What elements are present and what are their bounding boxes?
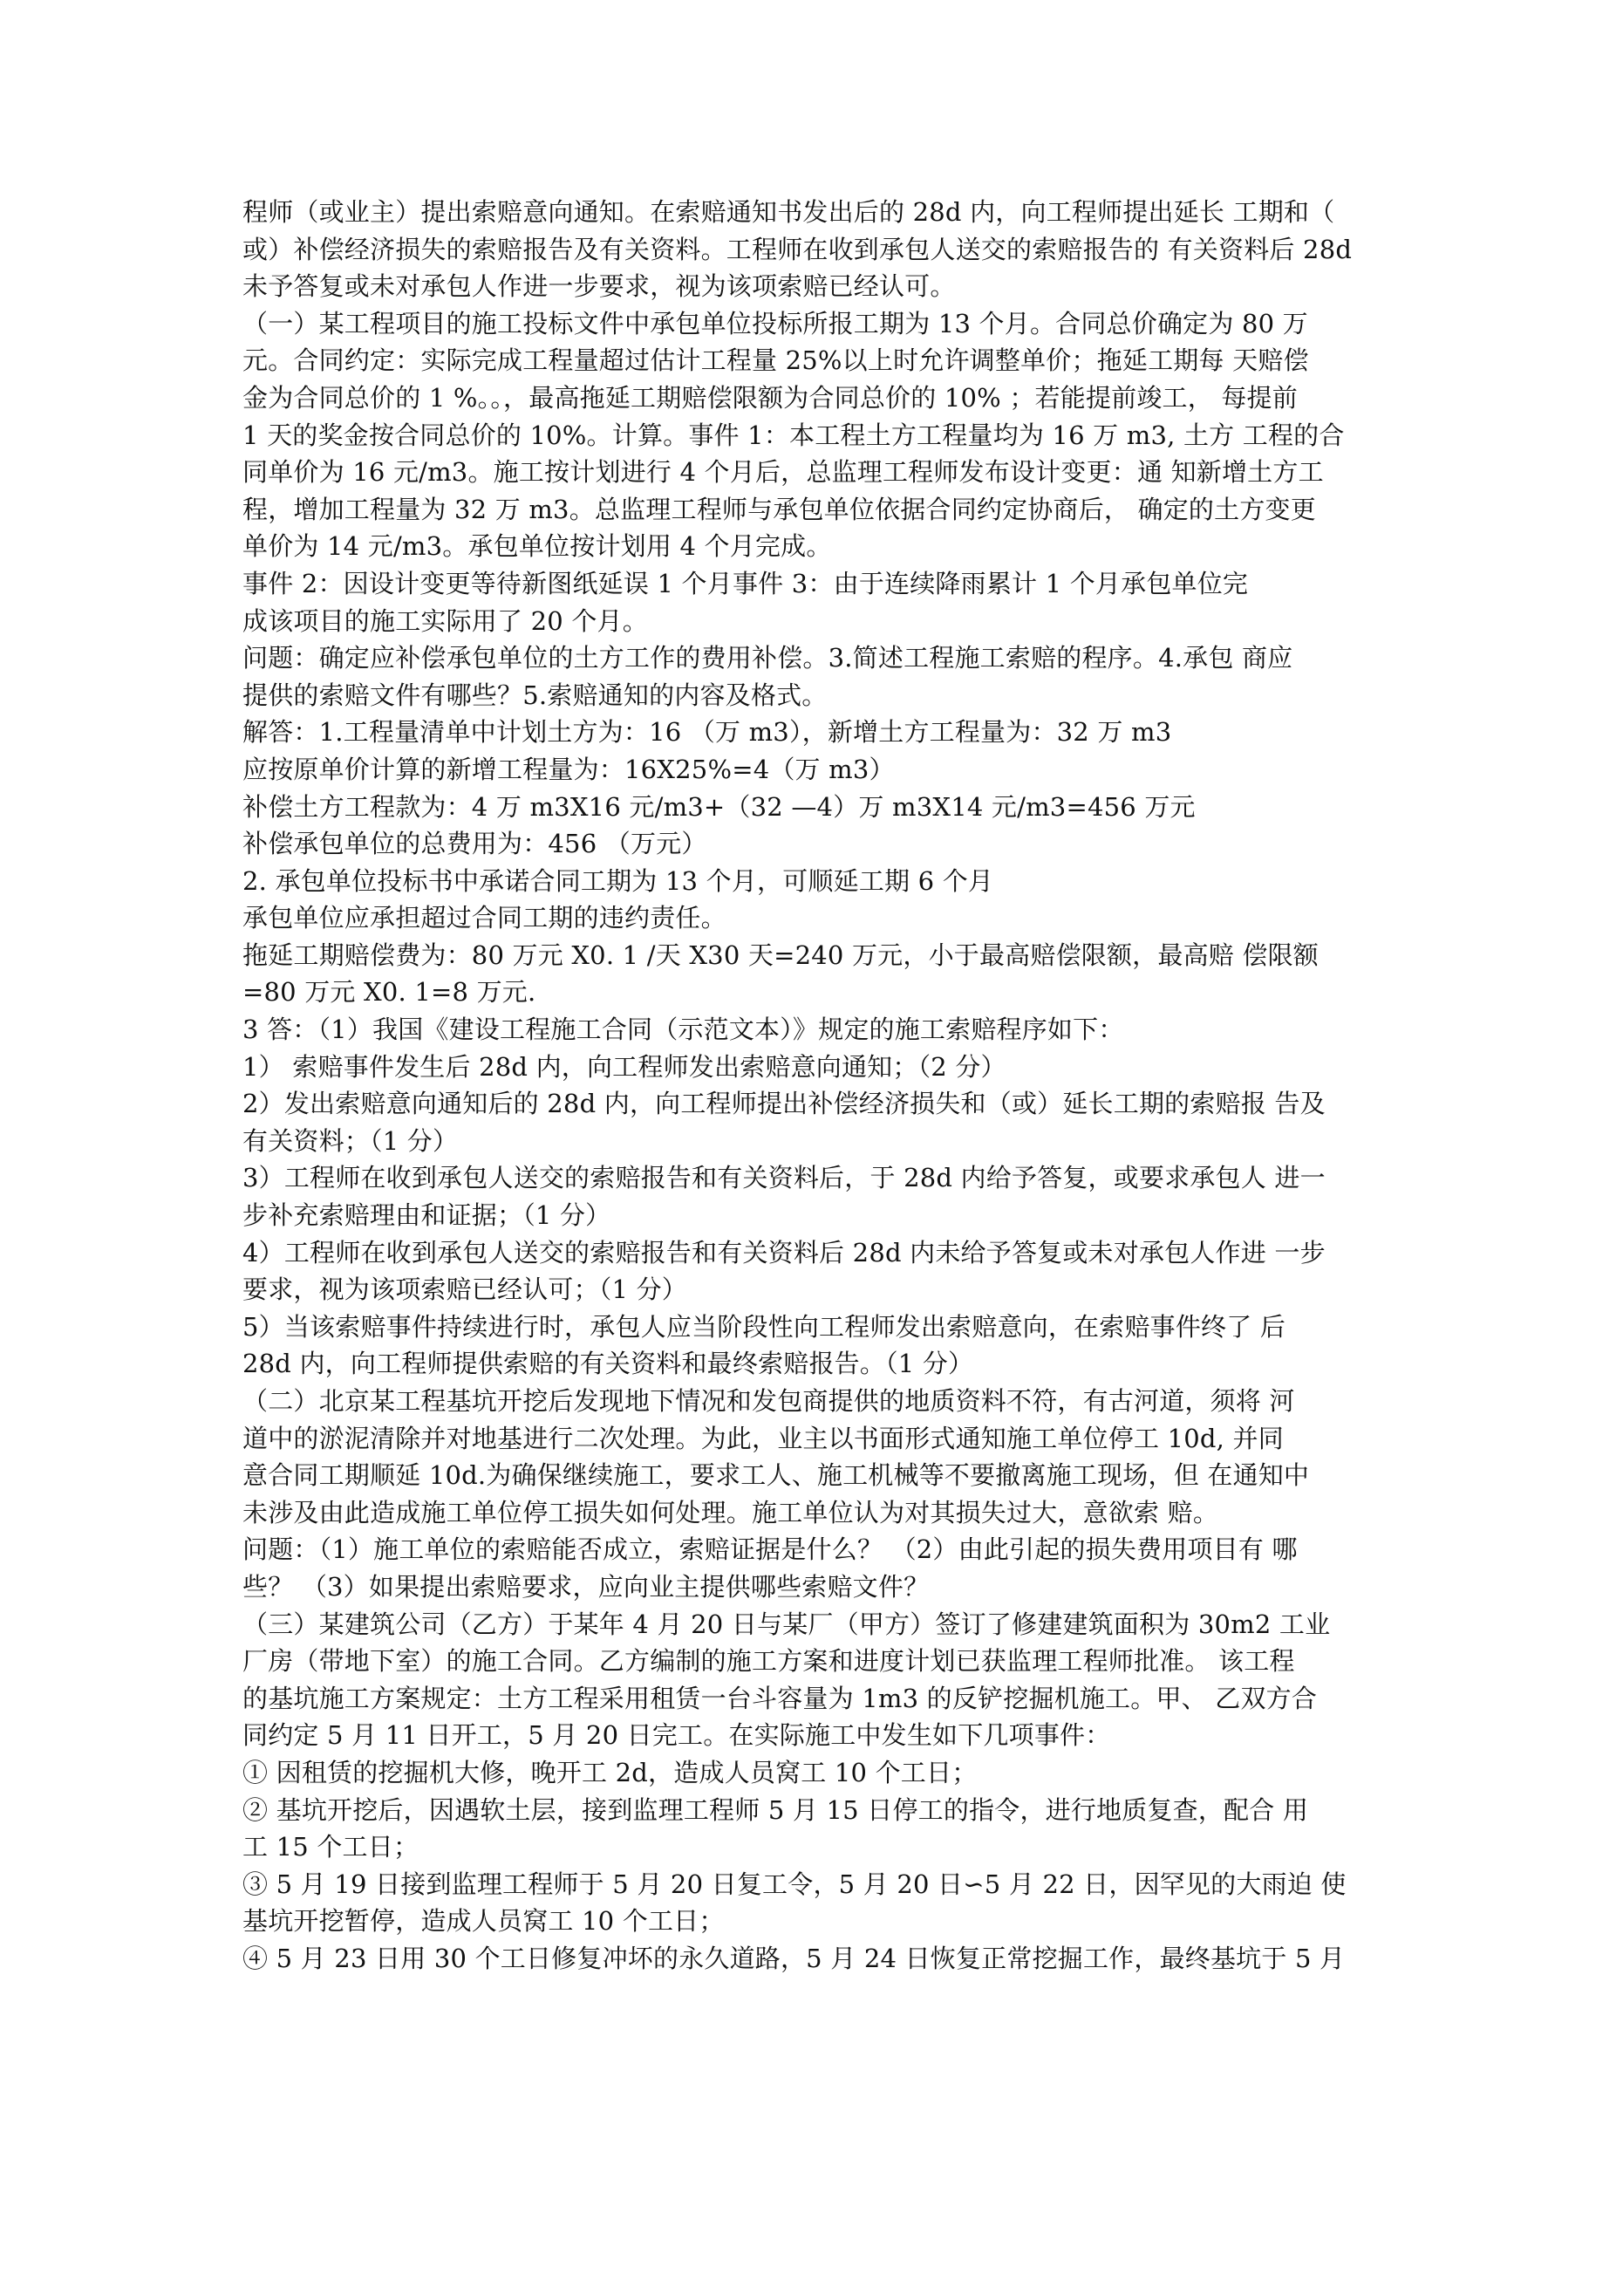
text-line: ① 因租赁的挖掘机大修，晚开工 2d，造成人员窝工 10 个工日； [242,1757,978,1787]
text-line: 程，增加工程量为 32 万 m3。总监理工程师与承包单位依据合同约定协商后， 确定的土方变更 [242,494,1316,524]
text-line: （二）北京某工程基坑开挖后发现地下情况和发包商提供的地质资料不符，有古河道，须将 河 [242,1386,1295,1416]
text-line: 未予答复或未对承包人作进一步要求，视为该项索赔已经认可。 [242,271,956,302]
text-line: 2. 承包单位投标书中承诺合同工期为 13 个月，可顺延工期 6 个月 [242,865,994,896]
text-line: 事件 2：因设计变更等待新图纸延误 1 个月事件 3：由于连续降雨累计 1 个月承包单位完 [242,568,1249,598]
text-line: 单价为 14 元/m3。承包单位按计划用 4 个月完成。 [242,531,832,562]
text-line: 工 15 个工日； [242,1832,419,1862]
text-line: 3 答：（1）我国《建设工程施工合同（示范文本）》规定的施工索赔程序如下： [242,1015,1124,1045]
text-line: 1 天的奖金按合同总价的 10%。计算。事件 1：本工程土方工程量均为 16 万 m3, 土方 工程的合 [242,420,1345,450]
text-line: 同约定 5 月 11 日开工，5 月 20 日完工。在实际施工中发生如下几项事件： [242,1720,1111,1751]
text-line: 补偿土方工程款为：4 万 m3X16 元/m3+（32 —4）万 m3X14 元/m3=456 万元 [242,791,1196,822]
text-line: 解答：1.工程量清单中计划土方为：16 （万 m3），新增土方工程量为：32 万 m3 [242,717,1172,748]
text-line: 承包单位应承担超过合同工期的违约责任。 [242,903,726,933]
text-line: 些？ （3）如果提出索赔要求，应向业主提供哪些索赔文件？ [242,1571,930,1602]
text-line: 拖延工期赔偿费为：80 万元 X0. 1 /天 X30 天=240 万元，小于最高赔偿限额，最高赔 偿限额 [242,940,1319,970]
text-line: 基坑开挖暂停，造成人员窝工 10 个工日； [242,1906,725,1937]
text-line: 同单价为 16 元/m3。施工按计划进行 4 个月后，总监理工程师发布设计变更：通 知新增土方工 [242,457,1324,488]
text-line: 要求，视为该项索赔已经认可；（1 分） [242,1274,687,1305]
text-line: ② 基坑开挖后，因遇软土层，接到监理工程师 5 月 15 日停工的指令，进行地质复查，配合 用 [242,1794,1309,1825]
text-line: 应按原单价计算的新增工程量为：16X25%=4（万 m3） [242,754,895,784]
text-line: 厂房（带地下室）的施工合同。乙方编制的施工方案和进度计划已获监理工程师批准。 该工程 [242,1646,1295,1677]
text-line: （一）某工程项目的施工投标文件中承包单位投标所报工期为 13 个月。合同总价确定为 80 万 [242,308,1308,338]
text-line: 问题：确定应补偿承包单位的土方工作的费用补偿。3.简述工程施工索赔的程序。4.承包 商应 [242,643,1293,673]
text-line: 1） 索赔事件发生后 28d 内，向工程师发出索赔意向通知；（2 分） [242,1051,1006,1082]
text-line: 5）当该索赔事件持续进行时，承包人应当阶段性向工程师发出索赔意向，在索赔事件终了 后 [242,1311,1286,1342]
text-line: 或）补偿经济损失的索赔报告及有关资料。工程师在收到承包人送交的索赔报告的 有关资料后 28d [242,234,1353,264]
text-line: 4）工程师在收到承包人送交的索赔报告和有关资料后 28d 内未给予答复或未对承包人作进 一步 [242,1237,1326,1268]
text-line: 道中的淤泥清除并对地基进行二次处理。为此，业主以书面形式通知施工单位停工 10d, 并同 [242,1423,1284,1453]
text-line: 3）工程师在收到承包人送交的索赔报告和有关资料后，于 28d 内给予答复，或要求承包人 进一 [242,1163,1326,1193]
text-line: 元。合同约定：实际完成工程量超过估计工程量 25%以上时允许调整单价；拖延工期每 天赔偿 [242,345,1309,376]
text-line: 2）发出索赔意向通知后的 28d 内，向工程师提出补偿经济损失和（或）延长工期的索赔报 告及 [242,1089,1326,1119]
text-line: 程师（或业主）提出索赔意向通知。在索赔通知书发出后的 28d 内，向工程师提出延长 工期和（ [242,197,1335,227]
text-line: 未涉及由此造成施工单位停工损失如何处理。施工单位认为对其损失过大，意欲索 赔。 [242,1497,1219,1527]
text-line: 的基坑施工方案规定：土方工程采用租赁一台斗容量为 1m3 的反铲挖掘机施工。甲、 乙双方合 [242,1683,1318,1713]
text-line: ③ 5 月 19 日接到监理工程师于 5 月 20 日复工令，5 月 20 日∽5 月 22 日，因罕见的大雨迫 使 [242,1869,1347,1899]
text-line: （三）某建筑公司（乙方）于某年 4 月 20 日与某厂（甲方）签订了修建建筑面积为 30m2 工业 [242,1609,1331,1639]
text-line: 28d 内，向工程师提供索赔的有关资料和最终索赔报告。（1 分） [242,1349,974,1379]
text-line: 步补充索赔理由和证据；（1 分） [242,1200,611,1231]
text-line: 补偿承包单位的总费用为：456 （万元） [242,829,707,859]
text-line: 成该项目的施工实际用了 20 个月。 [242,605,648,636]
text-line: 金为合同总价的 1 %。。，最高拖延工期赔偿限额为合同总价的 10% ；若能提前竣工， 每提前 [242,382,1298,413]
text-line: 有关资料；（1 分） [242,1125,459,1156]
text-line: =80 万元 X0. 1=8 万元. [242,977,536,1008]
text-line: 问题：（1）施工单位的索赔能否成立，索赔证据是什么？ （2）由此引起的损失费用项目有 哪 [242,1534,1298,1565]
text-line: ④ 5 月 23 日用 30 个工日修复冲坏的永久道路，5 月 24 日恢复正常挖掘工作，最终基坑于 5 月 [242,1943,1346,1973]
document-body [242,194,1415,1978]
text-line: 意合同工期顺延 10d.为确保继续施工，要求工人、施工机械等不要撤离施工现场，但 在通知中 [242,1460,1310,1491]
text-line: 提供的索赔文件有哪些？5.索赔通知的内容及格式。 [242,680,828,710]
